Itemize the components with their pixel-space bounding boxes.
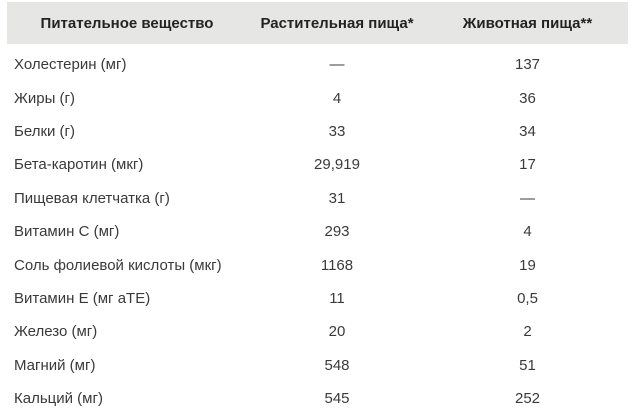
nutrient-name: Витамин C (мг) xyxy=(14,223,120,241)
table-row xyxy=(7,282,628,315)
column-header-nutrient: Питательное вещество xyxy=(40,14,214,32)
table-body xyxy=(7,44,628,413)
nutrition-table xyxy=(7,2,628,413)
animal-value: 137 xyxy=(514,56,541,74)
nutrient-name: Жиры (г) xyxy=(14,89,75,107)
table-row xyxy=(7,215,628,248)
plant-value: 20 xyxy=(328,323,346,341)
column-header-plant-food: Растительная пища* xyxy=(260,14,414,32)
animal-value: 252 xyxy=(514,390,541,408)
nutrient-name: Магний (мг) xyxy=(14,356,96,374)
animal-value: 36 xyxy=(519,89,536,107)
table-row xyxy=(7,248,628,281)
nutrient-name: Витамин Е (мг аТЕ) xyxy=(14,289,151,307)
plant-value: 4 xyxy=(332,89,342,107)
nutrient-name: Пищевая клетчатка (г) xyxy=(14,189,170,207)
animal-value: 2 xyxy=(523,323,532,341)
plant-value: 1168 xyxy=(320,256,354,274)
plant-value: 545 xyxy=(324,390,350,408)
table-row xyxy=(7,115,628,148)
table-row xyxy=(7,315,628,348)
animal-value: 34 xyxy=(519,122,536,140)
animal-value: 4 xyxy=(523,223,532,241)
animal-value: 51 xyxy=(519,356,536,374)
animal-value: 19 xyxy=(519,256,536,274)
nutrient-name: Холестерин (мг) xyxy=(14,56,127,74)
nutrient-name: Железо (мг) xyxy=(14,323,98,341)
table-row xyxy=(7,81,628,114)
nutrient-name: Бета-каротин (мкг) xyxy=(14,156,144,174)
plant-value: — xyxy=(329,56,345,74)
plant-value: 33 xyxy=(328,122,346,140)
table-row xyxy=(7,182,628,215)
plant-value: 31 xyxy=(328,189,346,207)
plant-value: 11 xyxy=(329,289,345,307)
table-header-row xyxy=(7,2,628,44)
nutrient-name: Белки (г) xyxy=(14,122,76,140)
plant-value: 29,919 xyxy=(314,156,360,174)
table-row xyxy=(7,349,628,382)
animal-value: 0,5 xyxy=(517,289,538,307)
animal-value: — xyxy=(520,189,535,207)
nutrient-name: Кальций (мг) xyxy=(14,390,103,408)
animal-value: 17 xyxy=(519,156,536,174)
table-row xyxy=(7,48,628,81)
nutrient-name: Соль фолиевой кислоты (мкг) xyxy=(14,256,222,274)
column-header-animal-food: Животная пища** xyxy=(462,14,593,32)
plant-value: 548 xyxy=(324,356,350,374)
plant-value: 293 xyxy=(324,223,350,241)
table-row xyxy=(7,148,628,181)
table-row xyxy=(7,382,628,413)
